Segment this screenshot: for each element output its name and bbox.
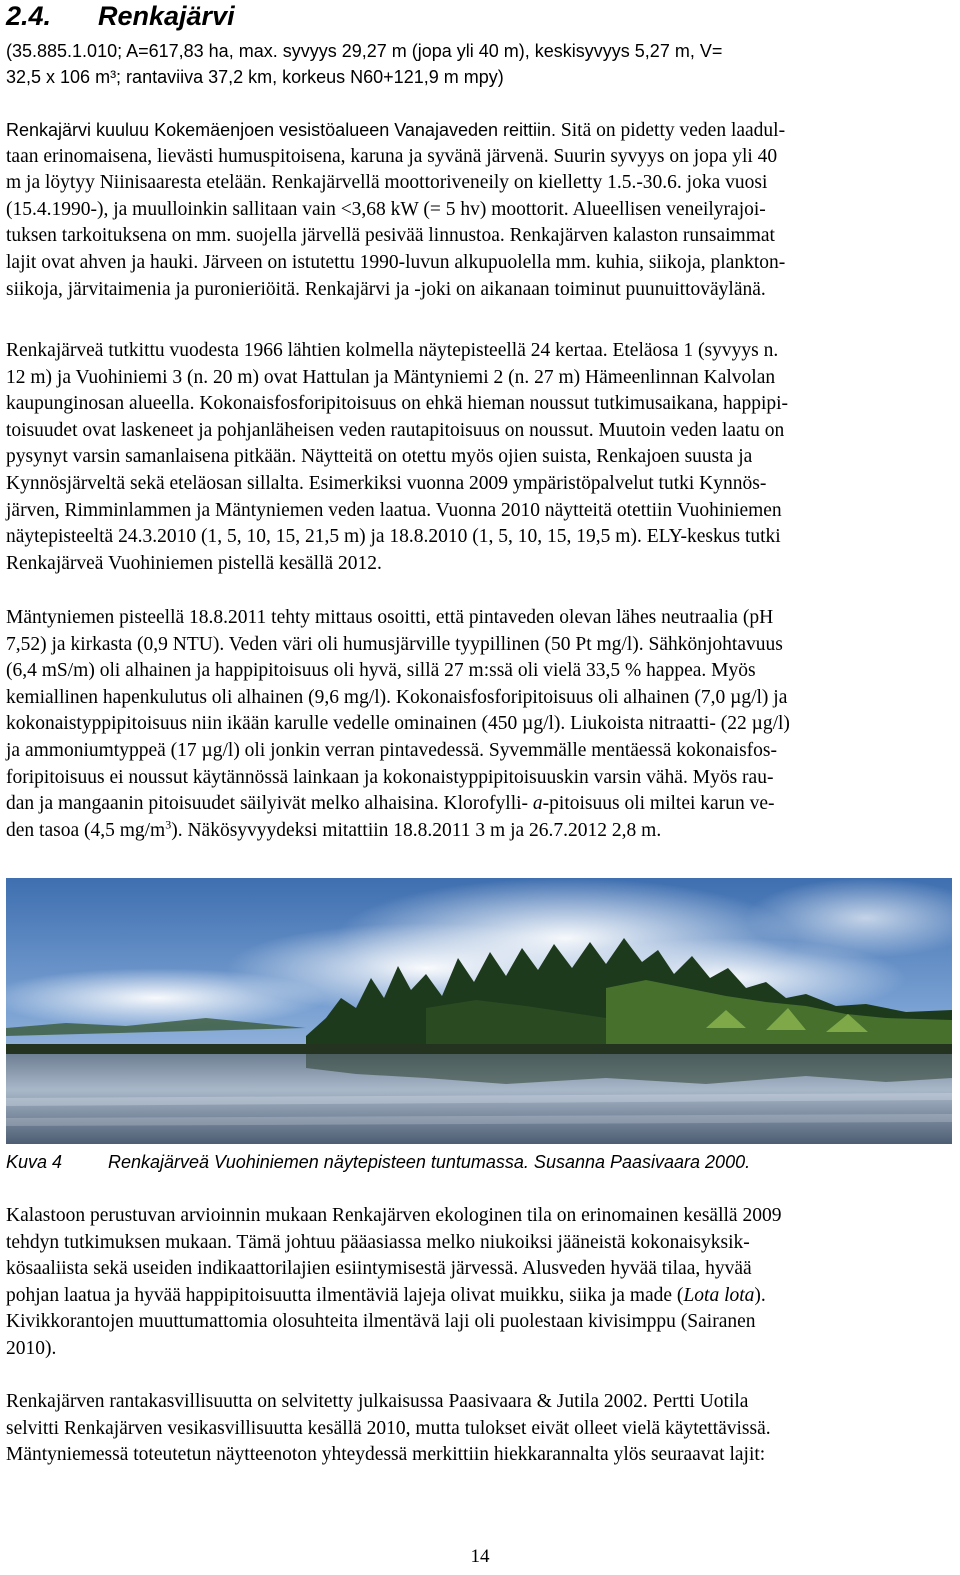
paragraph-line: (6,4 mS/m) oli alhainen ja happipitoisuus oli hyvä, sillä 27 m:ssä oli vielä 33,5 % happea. Myös	[6, 660, 756, 682]
text-fragment: ).	[754, 1284, 766, 1306]
paragraph-measurements	[6, 605, 951, 844]
paragraph-line: kaupunginosan alueella. Kokonaisfosforipitoisuus on ehkä hieman noussut tutkimusaikana, happipi-	[6, 393, 789, 415]
paragraph-vegetation	[6, 1389, 951, 1469]
paragraph-line: Mäntyniemen pisteellä 18.8.2011 tehty mittaus osoitti, että pintaveden olevan lähes neutraalia (pH	[6, 607, 774, 628]
section-title: Renkajärvi	[98, 1, 235, 31]
paragraph-line: tuksen tarkoituksena on mm. suojella järvellä pesivää linnustoa. Renkajärven kalaston runsaimmat	[6, 225, 775, 247]
text-fragment: ). Näkösyvyydeksi mitattiin 18.8.2011 3 m ja 26.7.2012 2,8 m.	[171, 819, 662, 841]
text-fragment: -pitoisuus oli miltei karun ve-	[542, 793, 775, 815]
page-number: 14	[470, 1546, 490, 1567]
paragraph-line: selvitti Renkajärven vesikasvillisuutta kesällä 2010, mutta tulokset eivät olleet vielä käytettävissä.	[6, 1417, 771, 1439]
text-fragment: dan ja mangaanin pitoisuudet säilyivät melko alhaisina. Klorofylli-	[6, 793, 533, 815]
italic-fragment: a	[532, 793, 543, 815]
paragraph-line: Mäntyniemessä toteutetun näytteenoton yhteydessä merkittiin hiekkarannalta ylös seuraavat lajit:	[6, 1444, 766, 1466]
metadata-line: (35.885.1.010; A=617,83 ha, max. syvyys 29,27 m (jopa yli 40 m), keskisyvyys 5,27 m, V=	[6, 41, 723, 61]
paragraph-line: m ja löytyy Niinisaaresta etelään. Renkajärvellä moottoriveneily on kielletty 1.5.-30.6. joka vuosi	[6, 172, 768, 194]
paragraph-line	[6, 1283, 951, 1310]
text-fragment: taan erinomaisena, lievästi humuspitoisena, karuna ja syvänä järvenä.	[6, 145, 549, 167]
paragraph-line: 7,52) ja kirkasta (0,9 NTU). Veden väri oli humusjärville tyypillinen (50 Pt mg/l). Sähkönjohtavuus	[6, 633, 783, 655]
paragraph-line	[6, 117, 951, 144]
text-fragment: Renkajärvi kuuluu Kokemäenjoen vesistöalueen Vanajaveden reittiin.	[6, 120, 557, 140]
metadata-line: 32,5 x 106 m³; rantaviiva 37,2 km, korkeus N60+121,9 m mpy)	[6, 67, 504, 87]
paragraph-line: kokonaistyppipitoisuus niin ikään karulle vedelle ominainen (450 µg/l). Liukoista nitraatti- (22 µg/l)	[6, 713, 790, 735]
italic-fragment: Lota lota	[683, 1284, 755, 1306]
figure-caption	[6, 1150, 750, 1174]
paragraph-intro	[6, 117, 951, 303]
paragraph-line: (15.4.1990-), ja muulloinkin sallitaan vain <3,68 kW (= 5 hv) moottorit. Alueellisen veneilyrajoi-	[6, 198, 766, 220]
section-number: 2.4.	[6, 1, 52, 31]
paragraph-line: 12 m) ja Vuohiniemi 3 (n. 20 m) ovat Hattulan ja Mäntyniemi 2 (n. 27 m) Hämeenlinnan Kalvolan	[6, 366, 776, 388]
paragraph-line	[6, 791, 951, 818]
paragraph-line: Renkajärven rantakasvillisuutta on selvitetty julkaisussa Paasivaara & Jutila 2002. Pertti Uotila	[6, 1391, 749, 1412]
paragraph-line: 2010).	[6, 1337, 57, 1359]
paragraph-line: Kivikkorantojen muuttumattomia olosuhteita ilmentävä laji oli puolestaan kivisimppu (Sairanen	[6, 1311, 756, 1333]
paragraph-line: Kynnösjärveltä sekä eteläosan sillalta. Esimerkiksi vuonna 2009 ympäristöpalvelut tutki Kynnös-	[6, 472, 767, 494]
paragraph-line: Renkajärveä Vuohiniemen pistellä kesällä 2012.	[6, 552, 382, 574]
section-heading	[6, 0, 235, 32]
paragraph-line: siikoja, järvitaimenia ja puronieriöitä. Renkajärvi ja -joki on aikanaan toiminut puunuittoväylänä.	[6, 278, 766, 300]
paragraph-line	[6, 818, 951, 845]
paragraph-line: Kalastoon perustuvan arvioinnin mukaan Renkajärven ekologinen tila on erinomainen kesällä 2009	[6, 1205, 782, 1226]
figure-label: Kuva 4	[6, 1152, 63, 1172]
paragraph-line: kemiallinen hapenkulutus oli alhainen (9,6 mg/l). Kokonaisfosforipitoisuus oli alhainen (7,0 µg/l) ja	[6, 686, 788, 708]
superscript: 3	[165, 817, 172, 832]
figure-caption-text: Renkajärveä Vuohiniemen näytepisteen tuntumassa. Susanna Paasivaara 2000.	[108, 1152, 751, 1172]
paragraph-line: kösaaliista sekä useiden indikaattorilajien esiintymisestä järvessä. Alusveden hyvää tilaa, hyvää	[6, 1258, 752, 1280]
paragraph-line: näytepisteeltä 24.3.2010 (1, 5, 10, 15, 21,5 m) ja 18.8.2010 (1, 5, 10, 15, 19,5 m). ELY-keskus tutki	[6, 526, 781, 548]
text-fragment: pohjan laatua ja hyvää happipitoisuutta ilmentäviä lajeja olivat muikku, siika ja made (	[6, 1284, 684, 1306]
lake-landscape-image	[6, 878, 952, 1144]
text-fragment: Sitä on pidetty veden laadul-	[556, 120, 786, 141]
paragraph-line	[6, 144, 951, 171]
paragraph-ecological-status	[6, 1203, 951, 1363]
paragraph-line: ja ammoniumtyppeä (17 µg/l) oli jonkin verran pintavedessä. Syvemmälle mentäessä kokonaisfos-	[6, 739, 778, 761]
paragraph-line: Renkajärveä tutkittu vuodesta 1966 lähtien kolmella näytepisteellä 24 kertaa. Eteläosa 1 (syvyys n.	[6, 340, 779, 361]
paragraph-line: toisuudet ovat laskeneet ja pohjanläheisen veden rautapitoisuus on noussut. Muutoin veden laatu on	[6, 419, 785, 441]
text-fragment: Suurin syvyys on jopa yli 40	[548, 145, 778, 167]
lake-photo	[6, 878, 952, 1144]
paragraph-line: pysynyt varsin samanlaisena pitkään. Näytteitä on otettu myös ojien suista, Renkajoen suusta ja	[6, 446, 753, 468]
paragraph-line: foripitoisuus ei noussut käytännössä lainkaan ja kokonaistyppipitoisuuskin varsin vähä. Myös rau-	[6, 766, 774, 788]
paragraph-line: järven, Rimminlammen ja Mäntyniemen veden laatua. Vuonna 2010 näytteitä otettiin Vuohiniemen	[6, 499, 782, 521]
paragraph-line: lajit ovat ahven ja hauki. Järveen on istutettu 1990-luvun alkupuolella mm. kuhia, siikoja, plankton-	[6, 251, 786, 273]
paragraph-line: tehdyn tutkimuksen mukaan. Tämä johtuu pääasiassa melko niukoiksi jääneistä kokonaisyksik-	[6, 1231, 750, 1253]
paragraph-research-history	[6, 338, 951, 577]
text-fragment: den tasoa (4,5 mg/m	[6, 819, 166, 841]
lake-metadata	[6, 38, 951, 90]
